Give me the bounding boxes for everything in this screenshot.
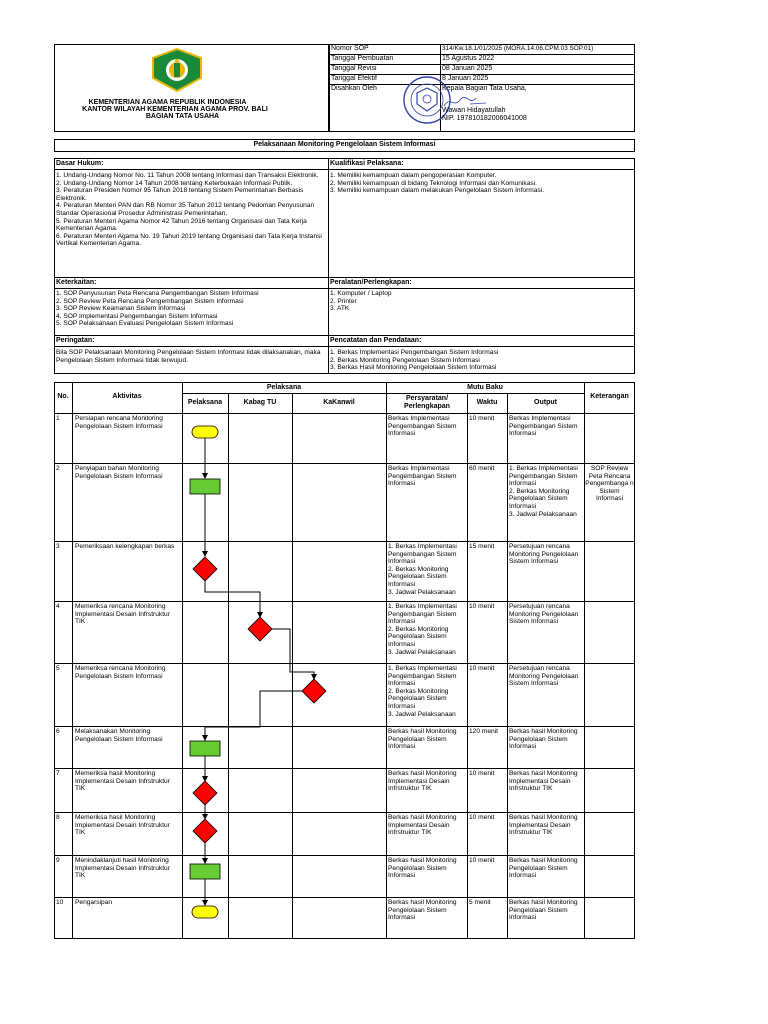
org-line-2: KANTOR WILAYAH KEMENTERIAN AGAMA PROV. BALI [82, 106, 268, 113]
signer-nip: NIP. 197810182006041008 [442, 115, 527, 122]
row-3-output: Persetujuan rencana Monitoring Pengelolaan Sistem Informasi [509, 543, 579, 566]
dasar-hukum-title: Dasar Hukum: [56, 160, 104, 167]
col-header-kabag-tu: Kabag TU [243, 399, 277, 406]
row-9-waktu: 10 menit [469, 857, 495, 864]
flow-arrow [205, 580, 260, 617]
dasar-hukum-item: 3. Peraturan Presiden Nomor 95 Tahun 2018 tentang Sistem Pemerintahan Berbasis Elektronik. [56, 187, 304, 202]
row-1-aktivitas: Persiapan rencana Monitoring Pengelolaan Sistem Informasi [75, 415, 163, 430]
peringatan-text: Bila SOP Pelaksanaan Monitoring Pengelolaan Sistem Informasi tidak dilaksanakan, maka Pengelolaan Sistem Informasi tidak terwujud. [56, 349, 321, 364]
col-header-keterangan: Keterangan [590, 393, 629, 400]
flow-process-2 [190, 479, 220, 494]
kualifikasi-item: 1. Memiliki kemampuan dalam pengoperasian Komputer. [330, 172, 497, 179]
row-1-output: Berkas Implementasi Pengembangan Sistem Informasi [509, 415, 578, 438]
row-7-aktivitas: Memeriksa hasil Monitoring Implementasi Desain Infrstruktur TIK [75, 770, 170, 793]
row-10-persyaratan: Berkas hasil Monitoring Pengelolaan Sistem Informasi [388, 899, 457, 922]
row-2-waktu: 60 menit [469, 465, 495, 472]
row-3-no: 3 [56, 543, 60, 550]
row-9-output: Berkas hasil Monitoring Pengelolaan Sistem Informasi [509, 857, 578, 880]
peralatan-item: 1. Komputer / Laptop [330, 290, 392, 297]
flow-decision-4 [248, 617, 272, 641]
row-2-output: 1. Berkas Implementasi Pengembangan Sistem Informasi 2. Berkas Monitoring Pengelolaan Sistem Informasi 3. Jadwal Pelaksanaan [509, 465, 578, 518]
row-6-no: 6 [56, 728, 60, 735]
meta-label-revisi: Tanggal Revisi [331, 65, 377, 72]
row-8-aktivitas: Memeriksa hasil Monitoring Implementasi Desain Infrstruktur TIK [75, 814, 170, 837]
page-title: Pelaksanaan Monitoring Pengelolaan Sistem Informasi [253, 141, 436, 148]
meta-value-disahkan: Kepala Bagian Tata Usaha, [442, 85, 527, 92]
keterkaitan-item: 3. SOP Review Keamanan Sistem Informasi [56, 305, 186, 313]
row-7-waktu: 10 menit [469, 770, 495, 777]
keterkaitan-item: 2. SOP Review Peta Rencana Pengembangan Sistem Informasi [56, 297, 244, 305]
meta-label-pembuatan: Tanggal Pembuatan [331, 55, 394, 62]
keterkaitan-item: 1. SOP Penyusunan Peta Rencana Pengembangan Sistem Informasi [56, 290, 259, 297]
pencatatan-title: Pencatatan dan Pendataan: [330, 337, 422, 344]
dasar-hukum-item: 2. Undang-Undang Nomor 14 Tahun 2008 tentang Keterbukaan Informasi Publik. [56, 179, 293, 187]
row-5-no: 5 [56, 665, 60, 672]
col-header-output: Output [534, 399, 557, 406]
dasar-hukum-item: 1. Undang-Undang Nomor No. 11 Tahun 2008 tentang Informasi dan Transaksi Elektronik. [56, 172, 319, 179]
row-4-waktu: 10 menit [469, 603, 495, 610]
row-2-aktivitas: Penyiapan bahan Monitoring Pengelolaan Sistem Informasi [75, 465, 163, 480]
row-6-persyaratan: Berkas hasil Monitoring Pengelolaan Sistem Informasi [388, 728, 457, 751]
meta-label-efektif: Tanggal Efektif [331, 75, 377, 82]
row-1-waktu: 10 menit [469, 415, 495, 422]
row-1-persyaratan: Berkas Implementasi Pengembangan Sistem Informasi [388, 415, 457, 438]
row-5-output: Persetujuan rencana Monitoring Pengelolaan Sistem Informasi [509, 665, 579, 688]
signer-name: Wawan Hidayatullah [442, 107, 506, 114]
row-6-aktivitas: Melaksanakan Monitoring Pengelolaan Sistem Informasi [75, 728, 163, 743]
row-4-output: Persetujuan rencana Monitoring Pengelolaan Sistem Informasi [509, 603, 579, 626]
row-3-waktu: 15 menit [469, 543, 495, 550]
pencatatan-item: 2. Berkas Monitoring Pengelolaan Sistem Informasi [330, 356, 480, 364]
peralatan-item: 3. ATK [330, 305, 350, 313]
row-1-no: 1 [56, 415, 60, 422]
row-2-keterangan: SOP Review Peta Rencana Pengembanga n Sistem Informasi [585, 465, 634, 503]
meta-value-nomor: 314/Kw.18.1/01/2025 (MORA.14.06.CPM.03 SOP.01) [442, 45, 594, 52]
keterkaitan-item: 5. SOP Pelaksanaan Evaluasi Pengelolaan Sistem Informasi [56, 320, 234, 328]
kualifikasi-title: Kualifikasi Pelaksana: [330, 160, 404, 167]
flow-end-terminator [192, 906, 218, 918]
peralatan-title: Peralatan/Perlengkapan: [330, 279, 412, 286]
pencatatan-item: 1. Berkas Implementasi Pengembangan Sistem Informasi [330, 349, 499, 356]
row-3-aktivitas: Pemeriksaan kelengkapan berkas [75, 543, 175, 550]
row-10-aktivitas: Pengarsipan [75, 899, 113, 906]
row-8-output: Berkas hasil Monitoring Implementasi Desain Infrstruktur TIK [509, 814, 578, 837]
peringatan-title: Peringatan: [56, 337, 95, 344]
dasar-hukum-item: 5. Peraturan Menteri Agama Nomor 42 Tahun 2016 tentang Organisasi dan Tata Kerja Kementerian Agama. [56, 217, 307, 233]
row-10-no: 10 [56, 899, 64, 906]
row-8-persyaratan: Berkas hasil Monitoring Implementasi Desain Infrstruktur TIK [388, 814, 457, 837]
row-5-waktu: 10 menit [469, 665, 495, 672]
col-header-aktivitas: Aktivitas [112, 393, 142, 400]
col-header-pelaksana-group: Pelaksana [266, 384, 302, 391]
row-4-no: 4 [56, 603, 60, 610]
flow-decision-7 [193, 781, 217, 805]
dasar-hukum-item: 4. Peraturan Menteri PAN dan RB Nomor 35 Tahun 2012 tentang Pedoman Penyusunan Standar Operasional Prosedur Administrasi Pemerintahan. [56, 202, 315, 217]
row-10-waktu: 5 menit [469, 899, 491, 906]
keterkaitan-item: 4. SOP Implementasi Pengembangan Sistem Informasi [56, 312, 218, 320]
meta-label-nomor: Nomor SOP [331, 45, 369, 52]
kualifikasi-item: 3. Memiliki kemampuan dalam melakukan Pengelolaan Sistem Informasi. [330, 187, 545, 195]
meta-value-efektif: 8 Januari 2025 [442, 75, 489, 82]
org-line-3: BAGIAN TATA USAHA [145, 113, 220, 120]
peralatan-item: 2. Printer [330, 297, 357, 305]
org-line-1: KEMENTERIAN AGAMA REPUBLIK INDONESIA [88, 99, 247, 106]
row-3-persyaratan: 1. Berkas Implementasi Pengembangan Sistem Informasi 2. Berkas Monitoring Pengelolaan Sistem Informasi 3. Jadwal Pelaksanaan [388, 543, 457, 596]
row-5-aktivitas: Memeriksa rencana Monitoring Pengelolaan Sistem Informasi [75, 665, 166, 680]
row-6-output: Berkas hasil Monitoring Pengelolaan Sistem Informasi [509, 728, 578, 751]
row-2-no: 2 [56, 465, 60, 472]
row-6-waktu: 120 menit [469, 728, 498, 735]
flow-decision-8 [193, 819, 217, 843]
flow-decision-3 [193, 557, 217, 581]
flow-arrow [205, 691, 302, 740]
flow-process-6 [190, 741, 220, 756]
pencatatan-item: 3. Berkas Hasil Monitoring Pengelolaan Sistem Informasi [330, 364, 497, 372]
row-4-persyaratan: 1. Berkas Implementasi Pengembangan Sistem Informasi 2. Berkas Monitoring Pengelolaan Sistem Informasi 3. Jadwal Pelaksanaan [388, 603, 457, 656]
col-header-waktu: Waktu [476, 399, 498, 406]
keterkaitan-title: Keterkaitan: [56, 279, 97, 286]
flow-process-9 [190, 864, 220, 879]
flow-arrow [272, 629, 314, 679]
row-9-no: 9 [56, 857, 60, 864]
row-9-persyaratan: Berkas hasil Monitoring Pengelolaan Sistem Informasi [388, 857, 457, 880]
row-7-no: 7 [56, 770, 60, 777]
kualifikasi-item: 2. Memiliki kemampuan di bidang Teknologi Informasi dan Komunikasi. [330, 179, 537, 187]
dasar-hukum-item: 6. Peraturan Menteri Agama No. 19 Tahun 2019 tentang Organisasi dan Tata Kerja Instansi Vertikal Kementerian Agama. [56, 232, 322, 248]
row-8-waktu: 10 menit [469, 814, 495, 821]
row-7-persyaratan: Berkas hasil Monitoring Implementasi Desain Infrstruktur TIK [388, 770, 457, 793]
row-10-output: Berkas hasil Monitoring Pengelolaan Sistem Informasi [509, 899, 578, 922]
meta-value-revisi: 08 Januari 2025 [442, 65, 493, 72]
col-header-no: No. [57, 393, 69, 400]
meta-value-pembuatan: 15 Agustus 2022 [442, 55, 495, 62]
col-header-mutu-baku: Mutu Baku [467, 384, 503, 391]
row-7-output: Berkas hasil Monitoring Implementasi Desain Infrstruktur TIK [509, 770, 578, 793]
row-8-no: 8 [56, 814, 60, 821]
meta-label-disahkan: Disahkan Oleh [331, 85, 377, 92]
col-header-pelaksana: Pelaksana [187, 399, 223, 406]
row-5-persyaratan: 1. Berkas Implementasi Pengembangan Sistem Informasi 2. Berkas Monitoring Pengelolaan Sistem Informasi 3. Jadwal Pelaksanaan [388, 665, 457, 718]
col-header-kakanwil: KaKanwil [323, 399, 355, 406]
col-header-persyaratan: Persyaratan/ Perlengkapan [404, 395, 450, 410]
row-4-aktivitas: Memeriksa rencana Monitoring Implementasi Desain Infrstruktur TIK [75, 603, 170, 626]
row-9-aktivitas: Menindaklanjuti hasil Monitoring Implementasi Desain Infrstruktur TIK [75, 857, 170, 880]
flow-decision-5 [302, 679, 326, 703]
flow-start-terminator [192, 426, 218, 438]
row-2-persyaratan: Berkas Implementasi Pengembangan Sistem Informasi [388, 465, 457, 488]
